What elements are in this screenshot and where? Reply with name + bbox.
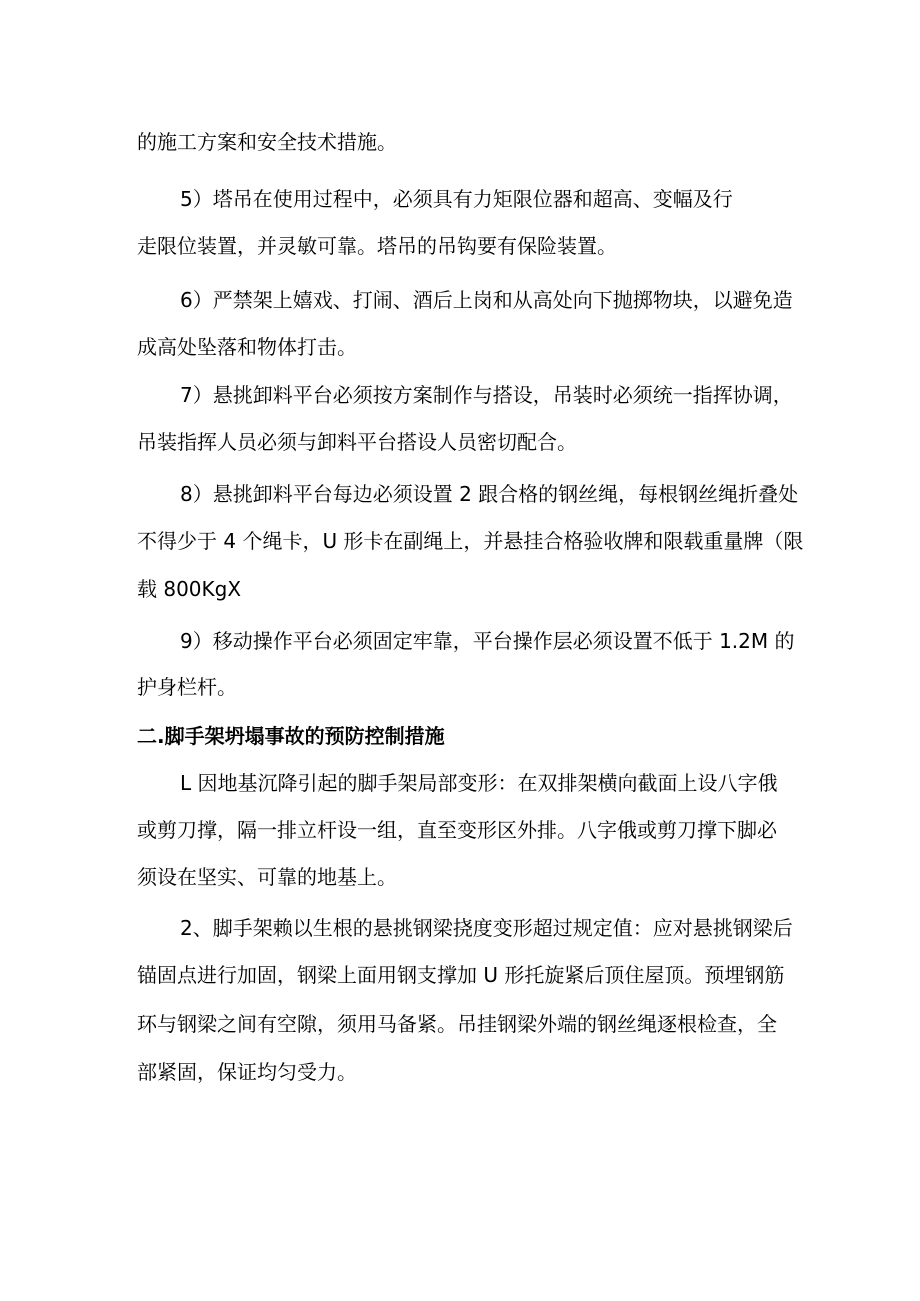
paragraph-line: 6）严禁架上嬉戏、打闹、酒后上岗和从高处向下抛掷物块，以避免造 xyxy=(180,288,793,312)
paragraph-line: 成高处坠落和物体打击。 xyxy=(137,335,357,359)
paragraph-line: 部紧固，保证均匀受力。 xyxy=(137,1060,357,1084)
paragraph-line: 8）悬挑卸料平台每边必须设置 2 跟合格的钢丝绳，每根钢丝绳折叠处 xyxy=(180,482,799,506)
paragraph-line: 5）塔吊在使用过程中，必须具有力矩限位器和超高、变幅及行 xyxy=(180,187,733,211)
section-heading: 二.脚手架坍塌事故的预防控制措施 xyxy=(137,724,445,748)
paragraph-line: 9）移动操作平台必须固定牢靠，平台操作层必须设置不低于 1.2M 的 xyxy=(180,629,795,653)
paragraph-line: 走限位装置，并灵敏可靠。塔吊的吊钩要有保险装置。 xyxy=(137,234,617,258)
paragraph-line: 的施工方案和安全技术措施。 xyxy=(137,130,397,154)
paragraph-line: 护身栏杆。 xyxy=(137,675,237,699)
paragraph-line: L 因地基沉降引起的脚手架局部变形：在双排架横向截面上设八字俄 xyxy=(180,771,778,795)
paragraph-line: 或剪刀撑，隔一排立杆设一组，直至变形区外排。八字俄或剪刀撑下脚必 xyxy=(137,818,777,842)
paragraph-line: 不得少于 4 个绳卡，U 形卡在副绳上，并悬挂合格验收牌和限载重量牌（限 xyxy=(137,529,804,553)
paragraph-line: 载 800KgX xyxy=(137,577,242,601)
paragraph-line: 7）悬挑卸料平台必须按方案制作与搭设，吊装时必须统一指挥协调， xyxy=(180,383,793,407)
paragraph-line: 锚固点进行加固，钢梁上面用钢支撑加 U 形托旋紧后顶住屋顶。预埋钢筋 xyxy=(137,963,785,987)
paragraph-line: 2、脚手架赖以生根的悬挑钢梁挠度变形超过规定值：应对悬挑钢梁后 xyxy=(180,916,793,940)
paragraph-line: 吊装指挥人员必须与卸料平台搭设人员密切配合。 xyxy=(137,430,577,454)
paragraph-line: 环与钢梁之间有空隙，须用马备紧。吊挂钢梁外端的钢丝绳逐根检查，全 xyxy=(137,1012,777,1036)
paragraph-line: 须设在坚实、可靠的地基上。 xyxy=(137,865,397,889)
